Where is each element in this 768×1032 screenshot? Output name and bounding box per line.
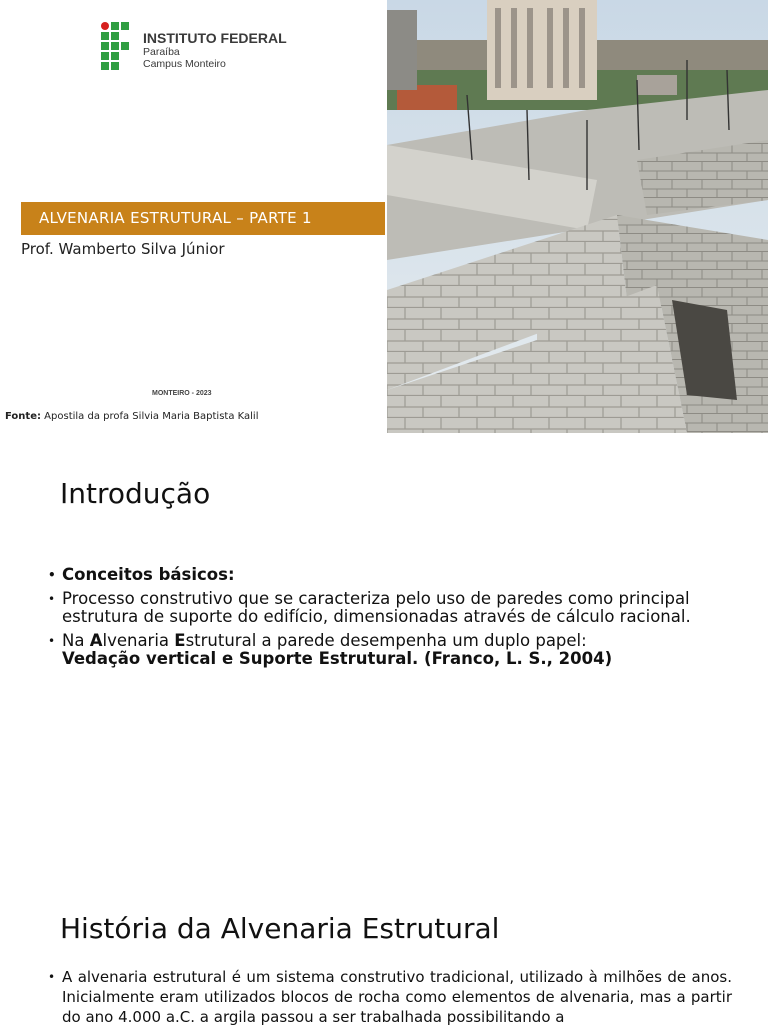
institution-logo: [101, 22, 301, 74]
title-banner: ALVENARIA ESTRUTURAL – PARTE 1: [21, 202, 385, 235]
bullet3-a: A: [89, 631, 103, 650]
bullet3-mid1: lvenaria: [102, 631, 175, 650]
intro-slide: [0, 437, 768, 860]
logo-state: Paraíba: [143, 46, 180, 58]
professor-name: Prof. Wamberto Silva Júnior: [21, 240, 225, 258]
history-title: História da Alvenaria Estrutural: [60, 912, 500, 945]
bullet3-pre: Na: [62, 631, 90, 650]
bullet3-e: E: [174, 631, 186, 650]
intro-bullets: [48, 566, 748, 674]
source-note: [5, 411, 259, 422]
bullet3-bold-line: Vedação vertical e Suporte Estrutural. (Franco, L. S., 2004): [62, 649, 613, 668]
intro-title: Introdução: [60, 477, 211, 510]
source-text: Apostila da profa Silvia Maria Baptista Kalil: [44, 411, 259, 422]
logo-title: INSTITUTO FEDERAL: [143, 30, 287, 46]
place-year: MONTEIRO - 2023: [152, 390, 212, 397]
bullet-concepts: • Conceitos básicos:: [48, 566, 748, 584]
title-slide: [0, 0, 768, 433]
history-paragraph: • A alvenaria estrutural é um sistema construtivo tradicional, utilizado à milhões de anos. Inicialmente eram utilizados blocos de rocha como elementos de alvenaria, mas a partir do ano 4.000 a.C. a argila passou a ser trabalhada possibilitando a: [48, 967, 732, 1027]
construction-photo: [387, 0, 768, 433]
if-logo-icon: [101, 22, 135, 72]
bullet3-mid2: strutural a parede desempenha um duplo papel:: [185, 631, 587, 650]
history-slide: [0, 872, 768, 1032]
bullet-process: • Processo construtivo que se caracteriza pelo uso de paredes como principal estrutura de suporte do edifício, dimensionadas através de cálculo racional.: [48, 590, 748, 626]
bullet-dual-role: [48, 632, 748, 668]
source-label: Fonte:: [5, 411, 41, 422]
logo-campus: Campus Monteiro: [143, 58, 226, 70]
